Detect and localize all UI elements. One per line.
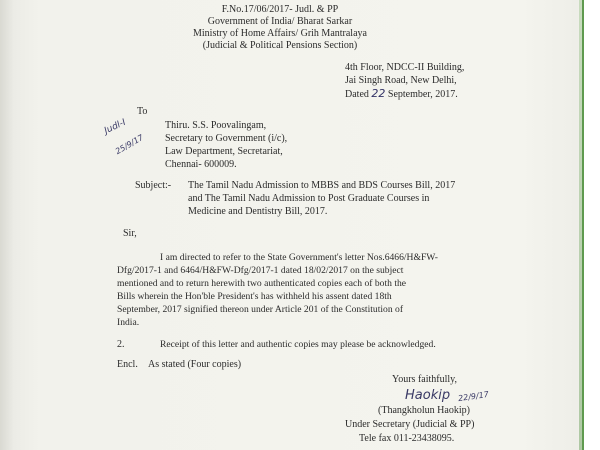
- subject-line-1: The Tamil Nadu Admission to MBBS and BDS Courses Bill, 2017: [188, 180, 456, 191]
- body-line-1: I am directed to refer to the State Government's letter Nos.6466/H&FW-: [160, 252, 439, 263]
- body-line-2: Dfg/2017-1 and 6464/H&FW-Dfg/2017-1 dated 18/02/2017 on the subject: [117, 265, 404, 276]
- section-name: (Judicial & Political Pensions Section): [202, 40, 358, 51]
- body-line-4: Bills wherein the Hon'ble President's has withheld his assent dated 18th: [117, 291, 392, 302]
- closing: Yours faithfully,: [392, 374, 458, 385]
- subject-line-2: and The Tamil Nadu Admission to Post Graduate Courses in: [188, 193, 430, 204]
- address-line-2: Jai Singh Road, New Delhi,: [345, 75, 457, 86]
- dated-day-handwritten: 22: [371, 87, 386, 100]
- address-line-1: 4th Floor, NDCC-II Building,: [345, 62, 465, 73]
- signatory-name: (Thangkholun Haokip): [378, 405, 470, 416]
- margin-note-handwritten: Judl-I: [102, 117, 128, 137]
- recipient-dept: Law Department, Secretariat,: [165, 146, 283, 157]
- encl-text: As stated (Four copies): [148, 359, 242, 370]
- signatory-fax: Tele fax 011-23438095.: [359, 433, 455, 444]
- subject-label: Subject:-: [135, 180, 172, 191]
- subject-line-3: Medicine and Dentistry Bill, 2017.: [188, 206, 328, 217]
- dated-line: [345, 88, 458, 101]
- para2-number: 2.: [117, 339, 125, 350]
- ministry-name: Ministry of Home Affairs/ Grih Mantralaya: [193, 28, 367, 39]
- body-line-5: September, 2017 signified thereon under Article 201 of the Constitution of: [117, 304, 404, 315]
- encl-label: Encl.: [117, 359, 138, 370]
- recipient-city: Chennai- 600009.: [165, 159, 237, 170]
- para2-text: Receipt of this letter and authentic copies may please be acknowledged.: [160, 339, 436, 350]
- file-number: F.No.17/06/2017- Judl. & PP: [221, 4, 339, 15]
- to-label: To: [137, 106, 148, 117]
- government-name: Government of India/ Bharat Sarkar: [207, 16, 353, 27]
- dated-rest: September, 2017.: [387, 89, 458, 100]
- signature-date-handwritten: 22/9/17: [457, 389, 490, 404]
- recipient-name: Thiru. S.S. Poovalingam,: [165, 120, 267, 131]
- dated-label: Dated: [345, 89, 369, 100]
- signature-handwritten: Haokip: [405, 388, 451, 403]
- body-line-3: mentioned and to return herewith two authenticated copies each of both the: [117, 278, 407, 289]
- salutation: Sir,: [123, 228, 137, 239]
- page-edge: [582, 0, 600, 450]
- body-line-6: India.: [117, 317, 140, 328]
- recipient-title: Secretary to Government (i/c),: [165, 133, 288, 144]
- signatory-designation: Under Secretary (Judicial & PP): [345, 419, 475, 430]
- margin-date-handwritten: 25/9/17: [113, 132, 146, 157]
